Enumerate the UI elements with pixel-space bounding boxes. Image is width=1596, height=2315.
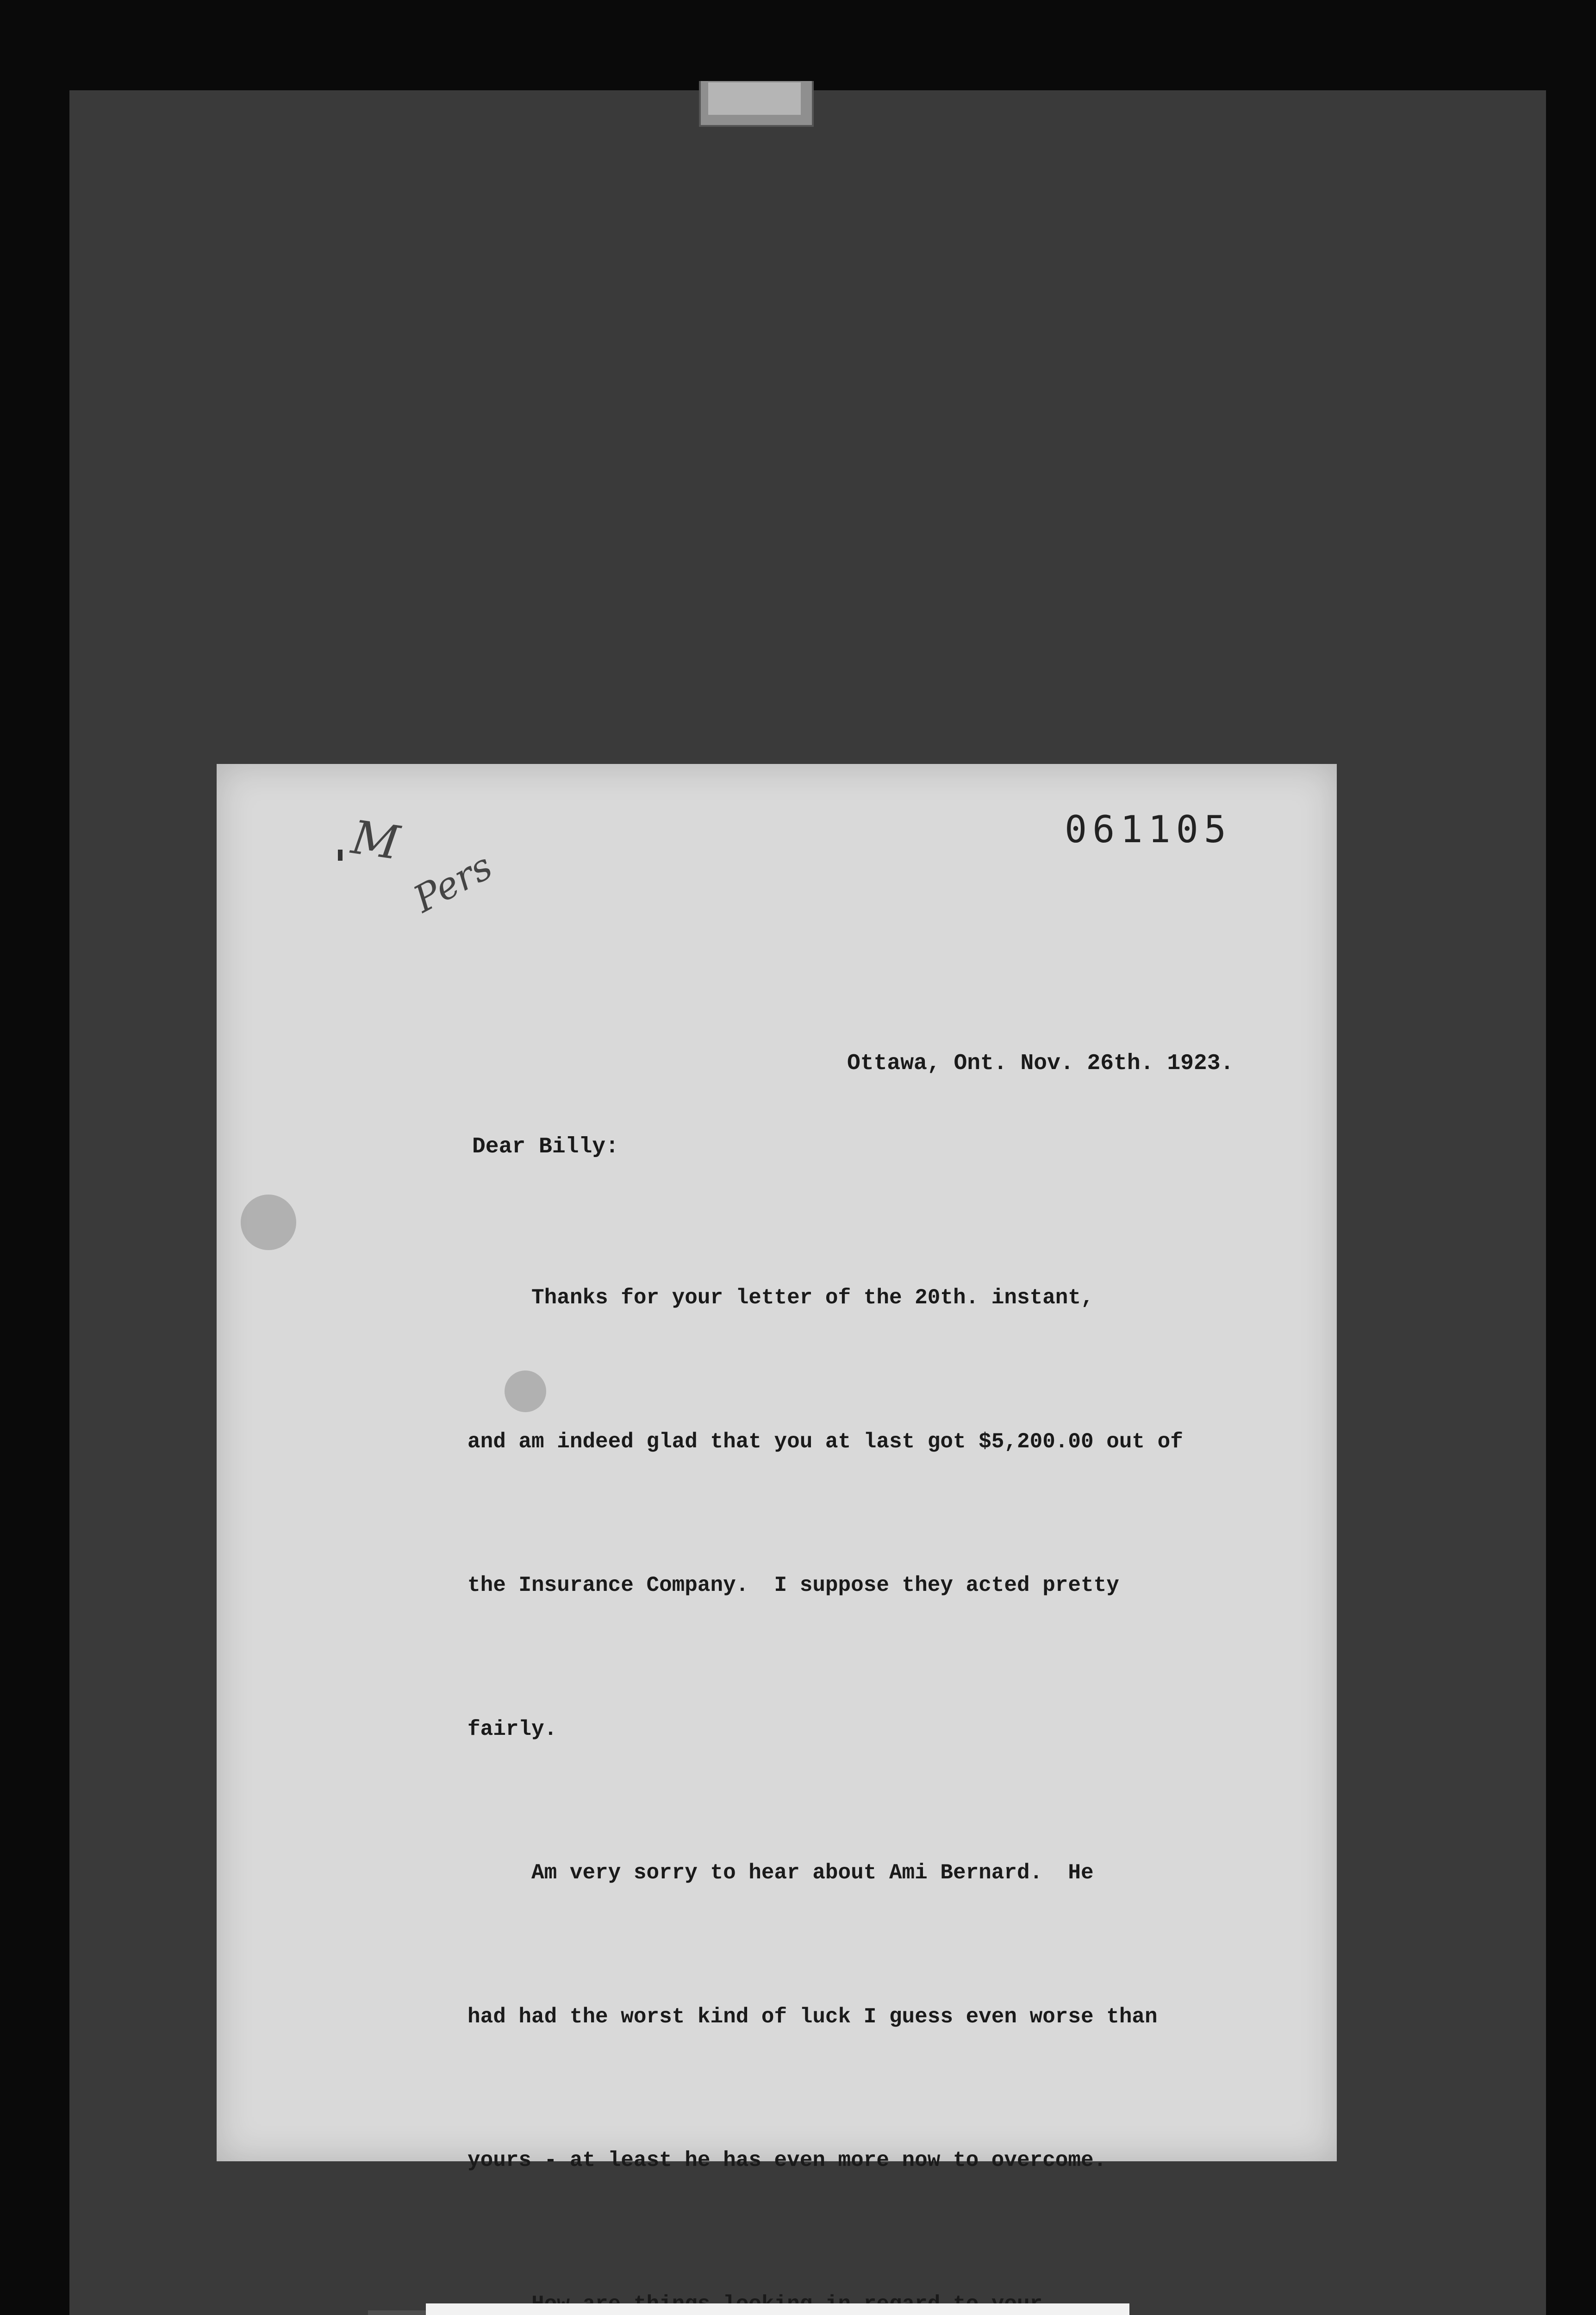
pencil-mark [338, 850, 343, 861]
top-clip-highlight [708, 82, 801, 115]
letter-dateline: Ottawa, Ont. Nov. 26th. 1923. [847, 1051, 1234, 1076]
letter-line: yours - at least he has even more now to overcome. [468, 2148, 1107, 2172]
letter-line: Am very sorry to hear about Ami Bernard. He [468, 1861, 1094, 1885]
letter-body [468, 1178, 1209, 2315]
document-reference-number: 061105 [1065, 808, 1232, 851]
letter-salutation: Dear Billy: [472, 1134, 619, 1159]
ink-smudge [241, 1195, 296, 1250]
letter-line: the Insurance Company. I suppose they acted pretty [468, 1573, 1119, 1597]
pencil-note-pers: Pers [406, 844, 499, 921]
letter-line: fairly. [468, 1717, 557, 1741]
reference-label [426, 2303, 1129, 2315]
letter-line: and am indeed glad that you at last got $5,200.00 out of [468, 1429, 1183, 1454]
pencil-note-initial: M [348, 810, 403, 870]
letter-line: Thanks for your letter of the 20th. instant, [468, 1286, 1094, 1310]
letter-line: had had the worst kind of luck I guess even worse than [468, 2004, 1158, 2029]
